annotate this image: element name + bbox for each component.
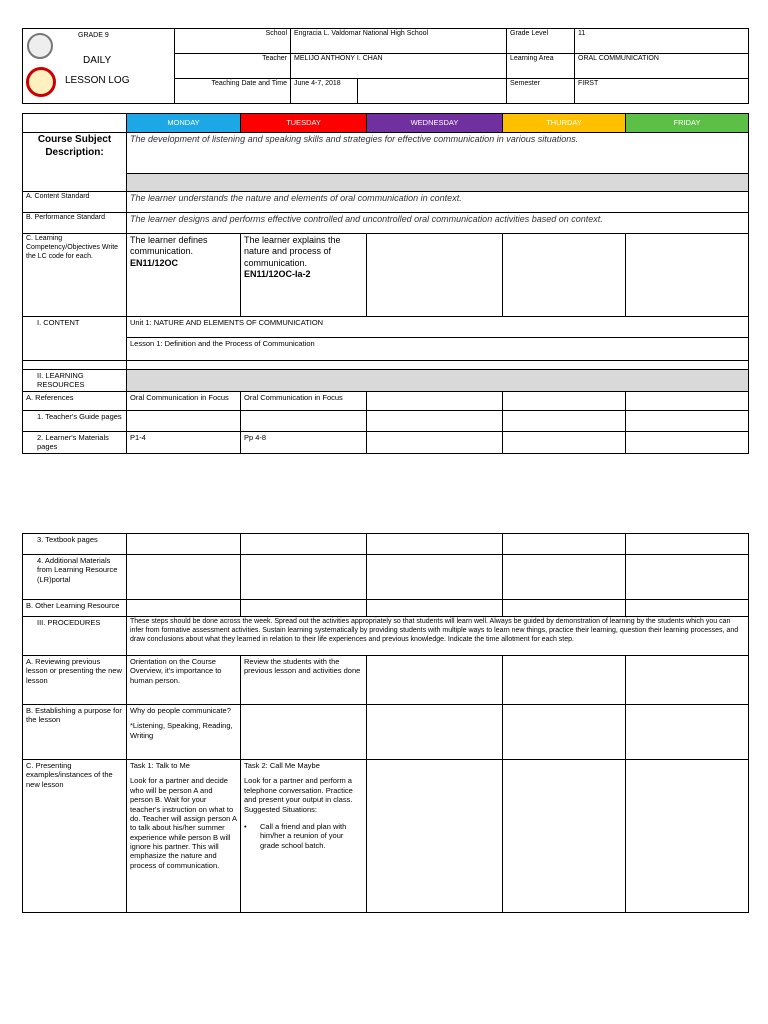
other-resource-label: B. Other Learning Resource <box>23 600 127 617</box>
grade-level-value: 11 <box>575 29 749 54</box>
task2-text: Look for a partner and perform a telephone conversation. Practice and present your output in class. Suggested Situations: <box>244 776 353 814</box>
task2-bullet-item <box>244 822 363 850</box>
lc-code-monday: EN11/12OC <box>130 257 179 268</box>
competency-label: C. Learning Competency/Objectives Write the LC code for each. <box>23 234 127 317</box>
lesson-table-part1 <box>22 113 749 454</box>
references-tuesday: Oral Communication in Focus <box>241 391 367 410</box>
presenting-monday <box>127 760 241 913</box>
learning-resources-label: II. LEARNING RESOURCES <box>23 370 127 392</box>
content-standard-text: The learner understands the nature and elements of oral communication in context. <box>127 192 749 213</box>
references-label: A. References <box>23 391 127 410</box>
lesson-table-part2 <box>22 533 749 913</box>
task2-bullet: Call a friend and plan with him/her a reunion of your grade school batch. <box>260 821 347 850</box>
grade-label: GRADE 9 <box>78 32 109 39</box>
grade-level-label: Grade Level <box>507 29 575 54</box>
purpose-list: *Listening, Speaking, Reading, Writing <box>130 721 233 740</box>
teachers-guide-label: 1. Teacher's Guide pages <box>23 410 127 431</box>
course-label: Course Subject Description: <box>23 133 127 192</box>
deped-seal-icon <box>27 33 53 59</box>
semester-value: FIRST <box>575 79 749 104</box>
performance-standard-label: B. Performance Standard <box>23 213 127 234</box>
textbook-label: 3. Textbook pages <box>23 534 127 555</box>
reviewing-monday: Orientation on the Course Overview, it's importance to human person. <box>127 656 241 705</box>
day-wednesday: WEDNESDAY <box>367 114 503 133</box>
semester-label: Semester <box>507 79 575 104</box>
content-lesson: Lesson 1: Definition and the Process of Communication <box>127 338 749 361</box>
presenting-tuesday <box>241 760 367 913</box>
learning-area-label: Learning Area <box>507 54 575 79</box>
lc-code-tuesday: EN11/12OC-Ia-2 <box>244 268 311 279</box>
task1-text: Look for a partner and decide who will be person A and person B. Wait for your teacher's instruction on what to do. Teacher will assign person A to talk about his/her summer experience while person B will ignore his partner. This will emphasize the nature and process of communication. <box>130 776 237 870</box>
purpose-question: Why do people communicate? <box>130 706 231 715</box>
day-tuesday: TUESDAY <box>241 114 367 133</box>
header-table <box>22 28 749 104</box>
day-thursday: THURDAY <box>503 114 626 133</box>
competency-tuesday: The learner explains the nature and process of communication. EN11/12OC-Ia-2 <box>241 234 367 317</box>
purpose-monday <box>127 705 241 760</box>
date-value <box>291 79 507 104</box>
school-seal-icon <box>26 67 56 97</box>
title-lesson-log: LESSON LOG <box>65 75 130 86</box>
content-unit: Unit 1: NATURE AND ELEMENTS OF COMMUNICATION <box>127 317 749 338</box>
date-text: June 4-7, 2018 <box>291 79 358 103</box>
title-daily: DAILY <box>83 55 112 66</box>
purpose-label: B. Establishing a purpose for the lesson <box>23 705 127 760</box>
task2-title: Task 2: Call Me Maybe <box>244 761 320 770</box>
content-standard-label: A. Content Standard <box>23 192 127 213</box>
school-label: School <box>175 29 291 54</box>
references-monday: Oral Communication in Focus <box>127 391 241 410</box>
date-label: Teaching Date and Time <box>175 79 291 104</box>
content-label: I. CONTENT <box>23 317 127 361</box>
teacher-label: Teacher <box>175 54 291 79</box>
reviewing-tuesday: Review the students with the previous lesson and activities done <box>241 656 367 705</box>
learners-materials-tuesday: Pp 4-8 <box>241 431 367 453</box>
day-friday: FRIDAY <box>626 114 749 133</box>
task1-title: Task 1: Talk to Me <box>130 761 190 770</box>
competency-monday: The learner defines communication. EN11/12OC <box>127 234 241 317</box>
header-title-cell <box>23 29 175 104</box>
school-value: Engracia L. Valdomar National High School <box>291 29 507 54</box>
learning-area-value: ORAL COMMUNICATION <box>575 54 749 79</box>
procedures-text: These steps should be done across the week. Spread out the activities appropriately so that students will learn well. Always be guided by demonstration of learning by the students which you can infer from formative assessment activities. Sustain learning systematically by providing students with multiple ways to learn new things, practice their learning, question their learning processes, and draw conclusions about what they learned in relation to their life experiences and previous knowledge. Indicate the time allotment for each step. <box>127 617 749 656</box>
learners-materials-label: 2. Learner's Materials pages <box>23 431 127 453</box>
learners-materials-monday: P1-4 <box>127 431 241 453</box>
performance-standard-text: The learner designs and performs effective controlled and uncontrolled oral communication activities based on context. <box>127 213 749 234</box>
procedures-label: III. PROCEDURES <box>23 617 127 656</box>
additional-materials-label: 4. Additional Materials from Learning Resource (LR)portal <box>23 555 127 600</box>
teacher-value: MELIJO ANTHONY I. CHAN <box>291 54 507 79</box>
reviewing-label: A. Reviewing previous lesson or presenting the new lesson <box>23 656 127 705</box>
day-monday: MONDAY <box>127 114 241 133</box>
course-description: The development of listening and speaking skills and strategies for effective communication in various situations. <box>127 133 749 174</box>
bullet-icon: • <box>244 821 247 831</box>
presenting-label: C. Presenting examples/instances of the new lesson <box>23 760 127 913</box>
